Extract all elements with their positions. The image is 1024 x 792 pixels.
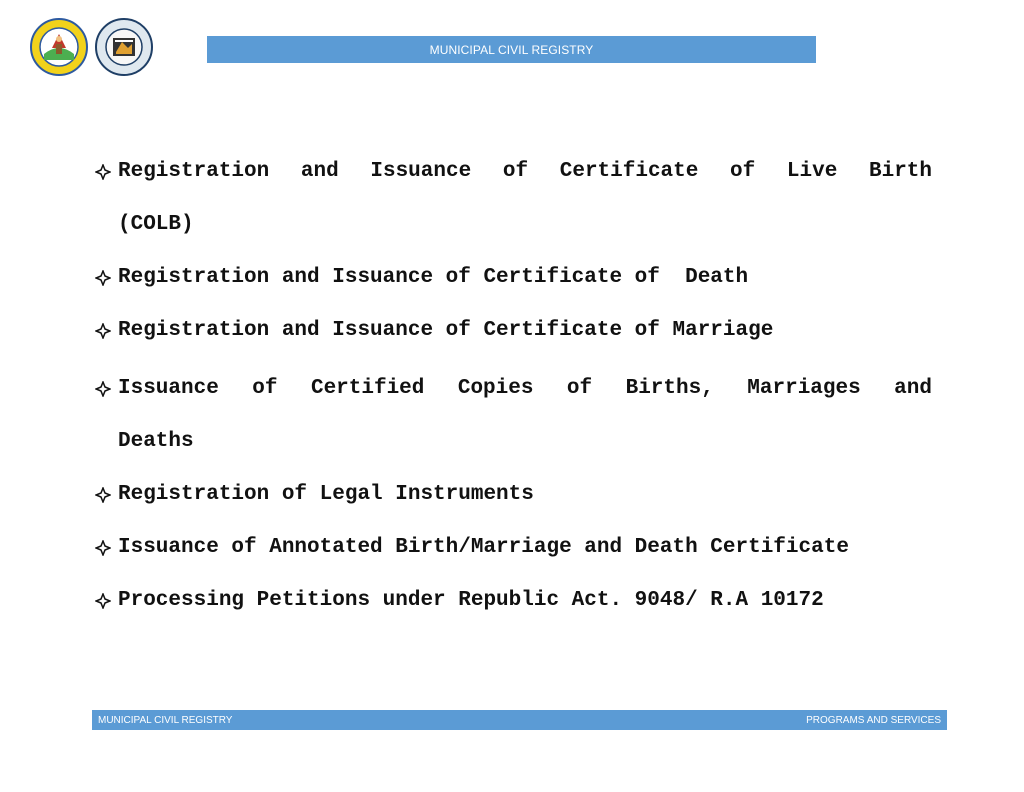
list-item — [92, 145, 942, 251]
service-text-line: Registration of Legal Instruments — [118, 483, 534, 506]
service-text-line: Deaths — [118, 430, 194, 453]
diamond-star-bullet-icon — [92, 304, 114, 357]
diamond-star-bullet-icon — [92, 251, 114, 304]
footer-right-label: PROGRAMS AND SERVICES — [806, 714, 941, 726]
service-text-line: Processing Petitions under Republic Act. 9048/ R.A 10172 — [118, 589, 824, 612]
civil-registrar-seal-logo — [95, 18, 153, 76]
list-item — [92, 362, 942, 468]
list-item — [92, 304, 942, 357]
diamond-star-bullet-icon — [92, 521, 114, 574]
diamond-star-bullet-icon — [92, 145, 114, 198]
header-title: MUNICIPAL CIVIL REGISTRY — [429, 42, 594, 57]
footer-bar — [92, 710, 947, 730]
service-text-line: Registration and Issuance of Certificate of Death — [118, 266, 749, 289]
service-text-line: Registration and Issuance of Certificate of Marriage — [118, 319, 774, 342]
municipal-seal-logo — [30, 18, 88, 76]
footer-left-label: MUNICIPAL CIVIL REGISTRY — [98, 714, 233, 726]
list-item — [92, 251, 942, 304]
header-title-bar — [207, 36, 816, 63]
diamond-star-bullet-icon — [92, 574, 114, 627]
diamond-star-bullet-icon — [92, 362, 114, 415]
service-text-line: Issuance of Certified Copies of Births, Marriages and — [118, 377, 932, 400]
service-text-line: (COLB) — [118, 213, 194, 236]
diamond-star-bullet-icon — [92, 468, 114, 521]
list-item — [92, 521, 942, 574]
service-text-line: Registration and Issuance of Certificate of Live Birth — [118, 160, 932, 183]
service-text-line: Issuance of Annotated Birth/Marriage and Death Certificate — [118, 536, 849, 559]
list-item — [92, 468, 942, 521]
list-item — [92, 574, 942, 627]
